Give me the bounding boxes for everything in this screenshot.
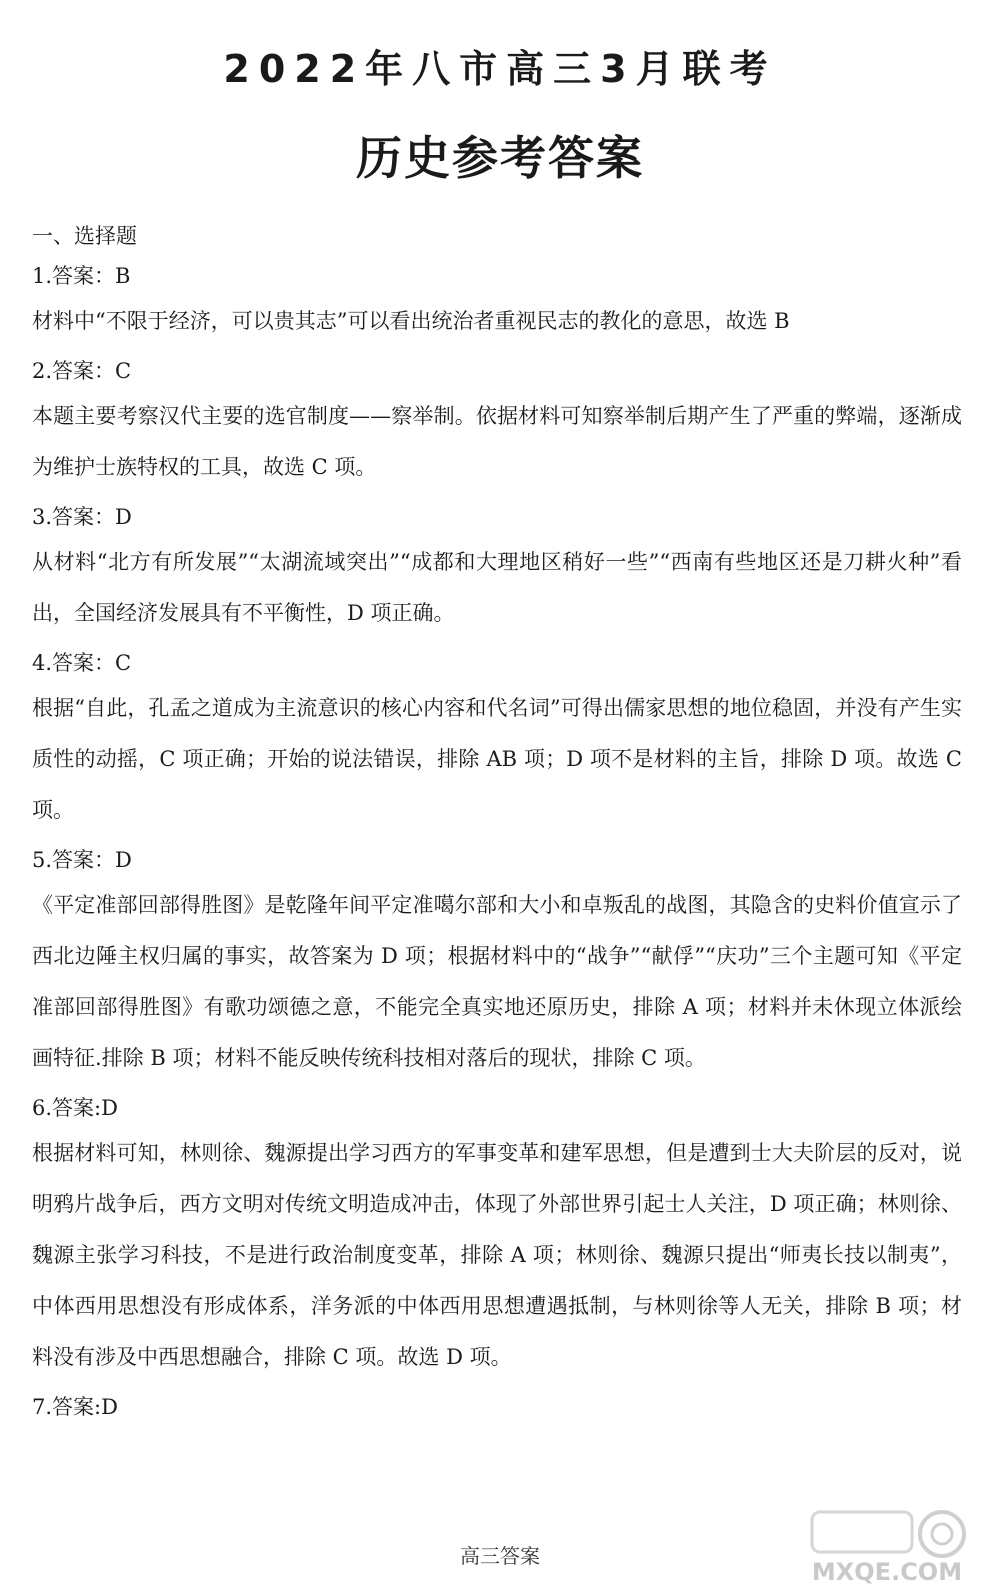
section-heading: 一、选择题 — [32, 224, 137, 248]
question-6-explanation: 根据材料可知，林则徐、魏源提出学习西方的军事变革和建军思想，但是遭到士大夫阶层的反对，说明鸦片战争后，西方文明对传统文明造成冲击，体现了外部世界引起士人关注，D 项正确；林则徐、魏源主张学习科技，不是进行政治制度变革，排除 A 项；林则徐、魏源只提出“师夷长技以制夷”，中体西用思想没有形成体系，洋务派的中体西用思想遭遇抵制，与林则徐等人无关，排除 B 项；材料没有涉及中西思想融合，排除 C 项。故选 D 项。 — [32, 1141, 962, 1369]
exam-title: 2022年八市高三3月联考 — [223, 47, 777, 91]
question-2-explanation: 本题主要考察汉代主要的选官制度——察举制。依据材料可知察举制后期产生了严重的弊端，逐渐成为维护士族特权的工具，故选 C 项。 — [32, 404, 962, 479]
question-2-answer: 2.答案：C — [32, 359, 132, 383]
question-block-7 — [32, 1387, 962, 1427]
page-footer: 高三答案 — [460, 1544, 540, 1568]
question-3-answer: 3.答案：D — [32, 505, 132, 529]
watermark-text: MXQE.COM — [811, 1558, 963, 1586]
question-3-explanation: 从材料“北方有所发展”“太湖流域突出”“成都和大理地区稍好一些”“西南有些地区还是刀耕火种”看出，全国经济发展具有不平衡性，D 项正确。 — [32, 550, 962, 625]
question-block-4 — [32, 643, 962, 836]
question-block-2 — [32, 351, 962, 493]
question-block-5 — [32, 840, 962, 1084]
question-5-answer: 5.答案：D — [32, 848, 132, 872]
question-block-3 — [32, 497, 962, 639]
answer-content — [32, 216, 962, 1427]
question-7-answer: 7.答案:D — [32, 1395, 118, 1419]
question-4-answer: 4.答案：C — [32, 651, 132, 675]
question-1-answer: 1.答案：B — [32, 264, 131, 288]
document-title: 历史参考答案 — [356, 131, 644, 185]
question-4-explanation: 根据“自此，孔孟之道成为主流意识的核心内容和代名词”可得出儒家思想的地位稳固，并没有产生实质性的动摇，C 项正确；开始的说法错误，排除 AB 项；D 项不是材料的主旨，排除 D 项。故选 C 项。 — [32, 696, 962, 822]
question-block-6 — [32, 1088, 962, 1383]
question-block-1 — [32, 256, 962, 347]
question-1-explanation: 材料中“不限于经济，可以贵其志”可以看出统治者重视民志的教化的意思，故选 B — [32, 309, 790, 333]
question-6-answer: 6.答案:D — [32, 1096, 118, 1120]
question-5-explanation: 《平定准部回部得胜图》是乾隆年间平定准噶尔部和大小和卓叛乱的战图，其隐含的史料价值宣示了西北边陲主权归属的事实，故答案为 D 项；根据材料中的“战争”“献俘”“庆功”三个主题可知《平定准部回部得胜图》有歌功颂德之意，不能完全真实地还原历史，排除 A 项；材料并未休现立体派绘画特征.排除 B 项；材料不能反映传统科技相对落后的现状，排除 C 项。 — [32, 893, 962, 1070]
watermark-logo — [792, 1498, 982, 1588]
